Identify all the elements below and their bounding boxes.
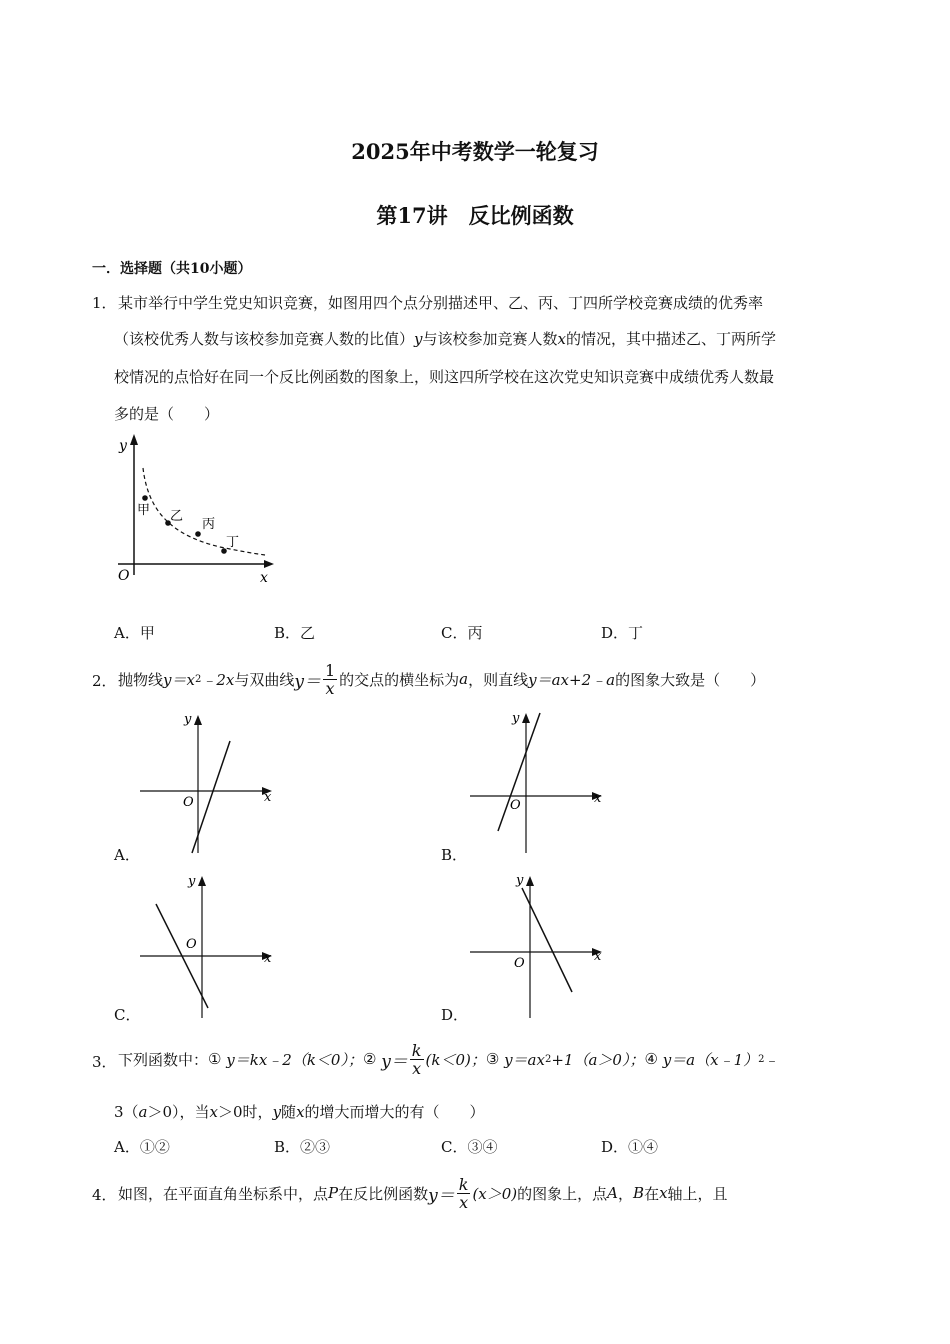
q2-graph-b	[460, 705, 610, 855]
q2-option-c[interactable]: C．	[114, 1006, 141, 1024]
q1-x-label: x	[260, 570, 268, 586]
svg-text:y: y	[184, 712, 192, 727]
q2-option-a[interactable]: A．	[114, 846, 140, 864]
svg-text:O: O	[514, 956, 525, 971]
q2-option-d[interactable]: D．	[441, 1006, 469, 1024]
q2-graph-a	[130, 705, 280, 855]
q3-option-c[interactable]: C．③④	[441, 1138, 498, 1156]
q1-option-b[interactable]: B．乙	[274, 624, 316, 642]
q2-b-line	[498, 713, 540, 831]
q2-number: 2．	[92, 672, 117, 690]
q1-option-d[interactable]: D．丁	[601, 624, 644, 642]
q3-number: 3．	[92, 1053, 117, 1071]
q2-graph-d	[460, 868, 610, 1018]
q4-number: 4．	[92, 1186, 117, 1204]
q1-line1: 某市举行中学生党史知识竞赛，如图用四个点分别描述甲、乙、丙、丁四所学校竞赛成绩的优秀率	[118, 294, 764, 312]
svg-text:x: x	[594, 949, 602, 964]
q1-line4: 多的是（ ）	[114, 405, 220, 423]
q1-point-jia	[142, 495, 148, 501]
q1-label-jia: 甲	[137, 503, 151, 518]
q1-graph	[110, 430, 280, 590]
q3-stem-line1: 下列函数中： ① y＝kx﹣2（k＜0）； ② y＝ $\frac{k}{x}$ (k＜0)； ③ y＝ax 2 +1（a＞0）； ④ y＝a（x﹣1） 2 ﹣	[118, 1040, 780, 1078]
svg-text:x: x	[264, 790, 272, 805]
q2-fraction: $\frac{1}{x}$	[324, 660, 336, 698]
q3-option-d[interactable]: D．①④	[601, 1138, 659, 1156]
q3-option-a[interactable]: A．①②	[114, 1138, 170, 1156]
lesson-title: 第17讲 反比例函数	[376, 203, 574, 228]
q1-label-ding: 丁	[226, 535, 240, 550]
q4-fraction: $\frac{k}{x}$	[458, 1174, 469, 1212]
q1-option-a[interactable]: A．甲	[114, 624, 155, 642]
q3-fraction: $\frac{k}{x}$	[411, 1040, 422, 1078]
q1-line3: 校情况的点恰好在同一个反比例函数的图象上，则这四所学校在这次党史知识竞赛中成绩优秀人数最	[114, 368, 775, 386]
q1-y-label: y	[119, 438, 127, 454]
svg-text:x: x	[264, 951, 272, 966]
q3-option-b[interactable]: B．②③	[274, 1138, 331, 1156]
q1-line2: （该校优秀人数与该校参加竞赛人数的比值）y与该校参加竞赛人数x的情况，其中描述乙、丁两所学	[114, 330, 776, 348]
section-heading: 一．选择题（共10小题）	[92, 261, 252, 277]
svg-text:y: y	[188, 874, 196, 889]
q2-graph-c	[130, 868, 280, 1018]
q4-stem: 如图，在平面直角坐标系中，点 P 在反比例函数 y＝ $\frac{k}{x}$ (x＞0) 的图象上，点 A ， B 在 x 轴上，且	[118, 1174, 728, 1212]
q1-option-c[interactable]: C．丙	[441, 624, 483, 642]
svg-text:y: y	[512, 711, 520, 726]
svg-text:y: y	[516, 873, 524, 888]
q2-stem: 抛物线 y＝x 2 ﹣2x 与双曲线 y＝ $\frac{1}{x}$ 的交点的横坐标为 a ，则直线 y＝ax+2﹣a 的图象大致是（ ）	[118, 660, 766, 698]
svg-text:O: O	[510, 798, 521, 813]
svg-text:x: x	[594, 791, 602, 806]
q1-label-bing: 丙	[202, 517, 216, 532]
svg-text:O: O	[186, 937, 197, 952]
q1-x-arrow	[264, 560, 274, 568]
q1-curve	[143, 468, 265, 555]
q2-option-b[interactable]: B．	[441, 846, 468, 864]
q1-number: 1．	[92, 294, 117, 312]
q1-origin-label: O	[118, 568, 130, 584]
q1-label-yi: 乙	[170, 509, 184, 524]
svg-text:O: O	[183, 795, 194, 810]
q1-y-arrow	[130, 434, 138, 445]
q1-point-bing	[195, 531, 201, 537]
q3-stem-line2: 3（a＞0），当x＞0时，y随x的增大而增大的有（ ）	[114, 1103, 485, 1121]
page-title: 2025年中考数学一轮复习	[351, 139, 599, 164]
